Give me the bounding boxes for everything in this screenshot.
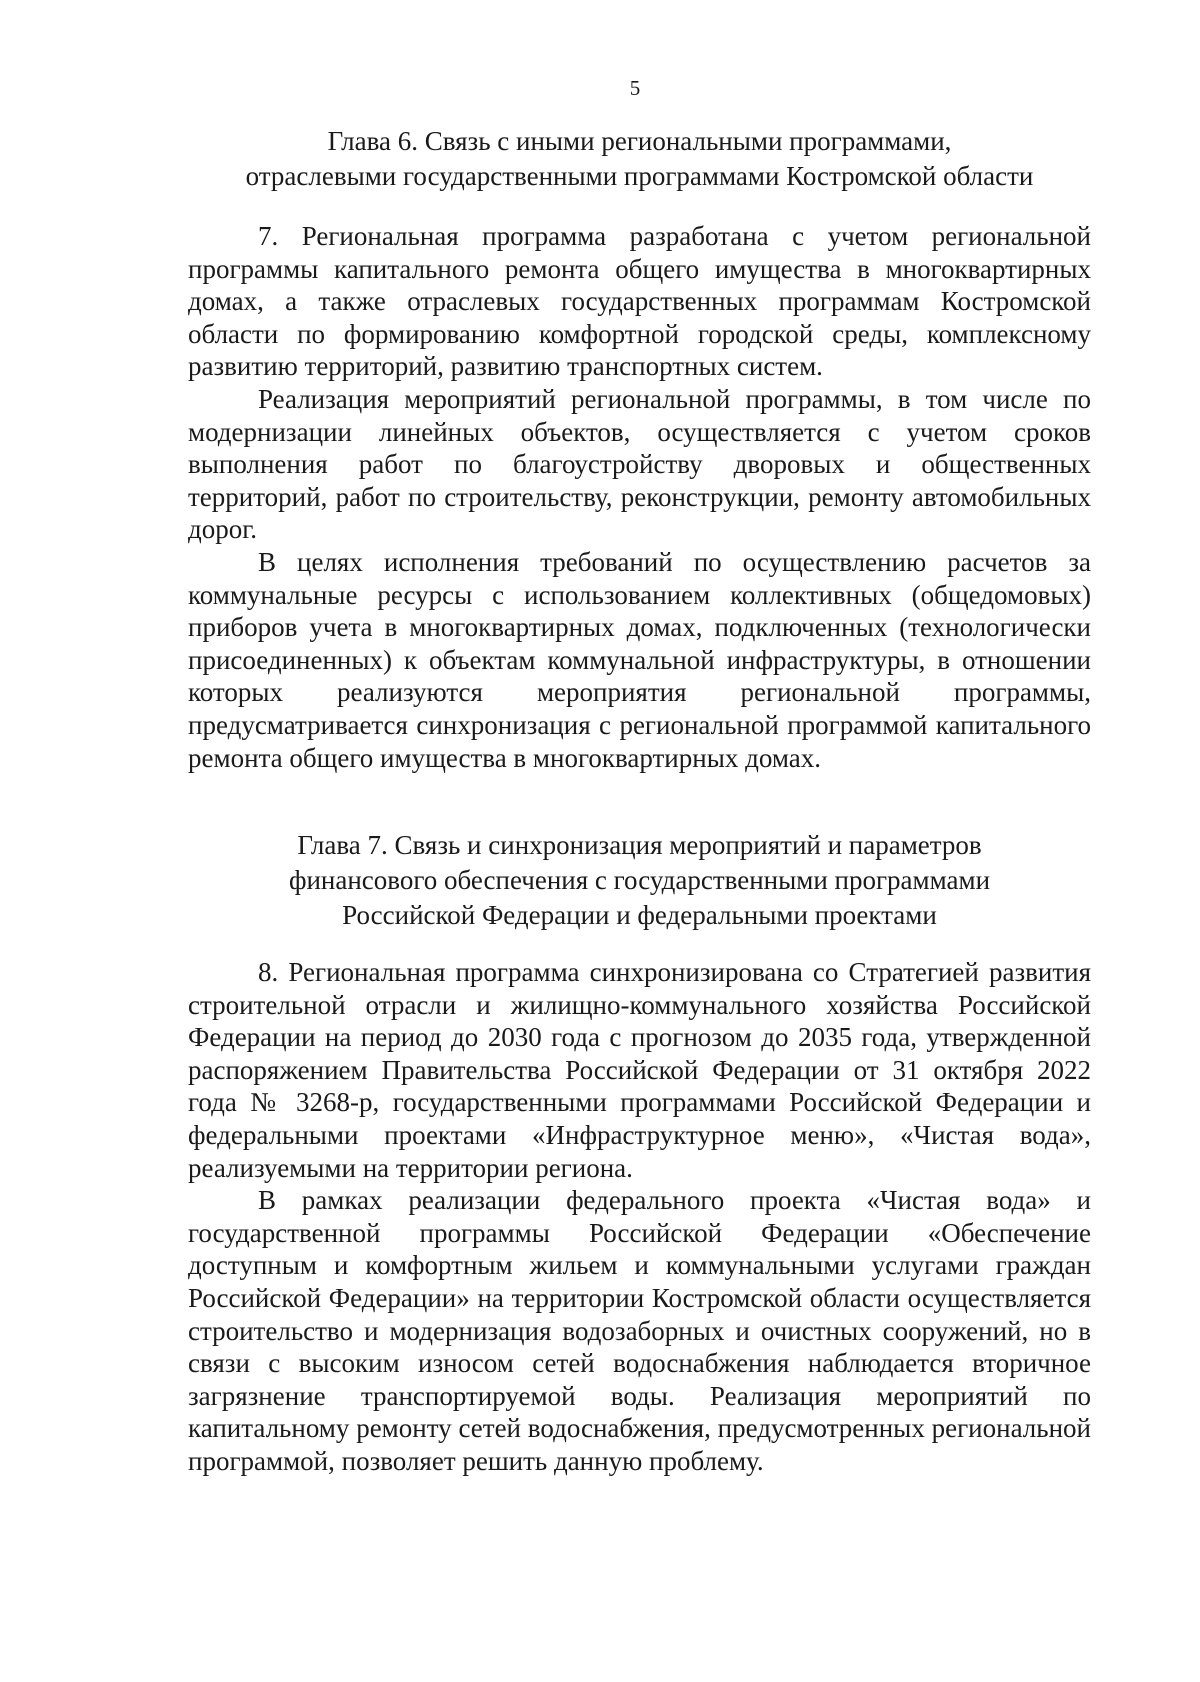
chapter-7-heading-line-1: Глава 7. Связь и синхронизация мероприятий и параметров xyxy=(297,830,982,860)
paragraph-7-synchronization: В целях исполнения требований по осуществлению расчетов за коммунальные ресурсы с использованием коллективных (общедомовых) приборов учета в многоквартирных домах, подключенных (технологически присоединенных) к объектам коммунальной инфраструктуры, в отношении которых реализуются мероприятия региональной программы, предусматривается синхронизация с региональной программой капитального ремонта общего имущества в многоквартирных домах. xyxy=(188,546,1091,773)
paragraph-8-clean-water: В рамках реализации федерального проекта «Чистая вода» и государственной программы Российской Федерации «Обеспечение доступным и комфортным жильем и коммунальными услугами граждан Российской Федерации» на территории Костромской области осуществляется строительство и модернизация водозаборных и очистных сооружений, но в связи с высоким износом сетей водоснабжения наблюдается вторичное загрязнение транспортируемой воды. Реализация мероприятий по капитальному ремонту сетей водоснабжения, предусмотренных региональной программой, позволяет решить данную проблему. xyxy=(188,1185,1091,1476)
chapter-6-body xyxy=(188,220,1091,774)
page-number: 5 xyxy=(629,76,641,100)
chapter-7-heading-line-3: Российской Федерации и федеральными проектами xyxy=(342,900,937,930)
paragraph-7-implementation: Реализация мероприятий региональной программы, в том числе по модернизации линейных объектов, осуществляется с учетом сроков выполнения работ по благоустройству дворовых и общественных территорий, работ по строительству, реконструкции, ремонту автомобильных дорог. xyxy=(188,383,1091,545)
chapter-6-heading xyxy=(188,124,1091,194)
chapter-7-heading xyxy=(188,828,1091,933)
chapter-7-heading-line-2: финансового обеспечения с государственными программами xyxy=(288,865,991,895)
chapter-6-heading-line-1: Глава 6. Связь с иными региональными программами, xyxy=(327,126,952,156)
chapter-6-heading-line-2: отраслевыми государственными программами Костромской области xyxy=(245,161,1034,191)
paragraph-7: 7. Региональная программа разработана с учетом региональной программы капитального ремонта общего имущества в многоквартирных домах, а также отраслевых государственных программам Костромской области по формированию комфортной городской среды, комплексному развитию территорий, развитию транспортных систем. xyxy=(188,221,1091,382)
paragraph-8: 8. Региональная программа синхронизирована со Стратегией развития строительной отрасли и жилищно-коммунального хозяйства Российской Федерации на период до 2030 года с прогнозом до 2035 года, утвержденной распоряжением Правительства Российской Федерации от 31 октября 2022 года № 3268-р, государственными программами Российской Федерации и федеральными проектами «Инфраструктурное меню», «Чистая вода», реализуемыми на территории региона. xyxy=(188,957,1091,1183)
chapter-7-body xyxy=(188,956,1091,1478)
